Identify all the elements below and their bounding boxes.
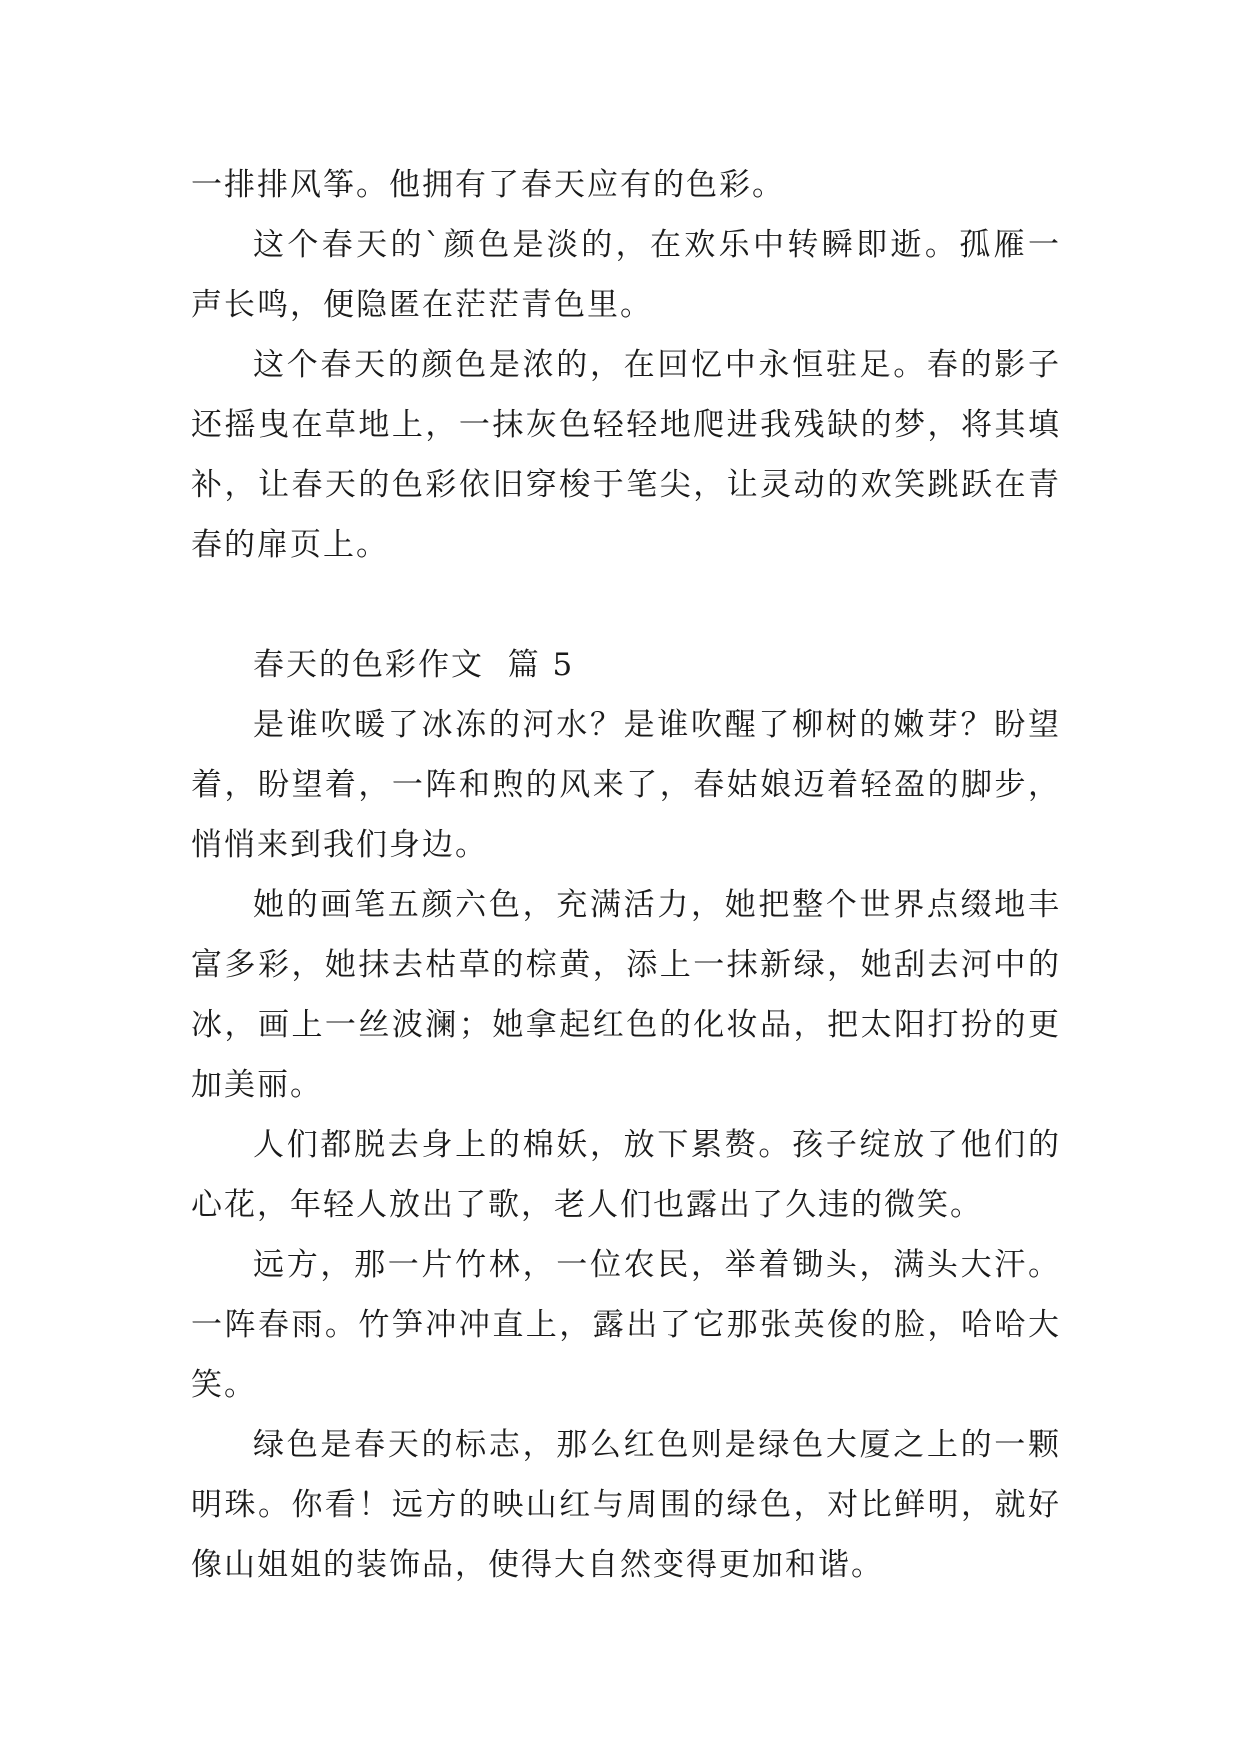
section-heading: 春天的色彩作文 篇 5 — [253, 647, 575, 683]
paragraph: 她的画笔五颜六色，充满活力，她把整个世界点缀地丰富多彩，她抹去枯草的棕黄，添上一抹新绿，她刮去河中的冰，画上一丝波澜；她拿起红色的化妆品，把太阳打扮的更加美丽。 — [191, 887, 1061, 1103]
paragraph: 绿色是春天的标志，那么红色则是绿色大厦之上的一颗明珠。你看！远方的映山红与周围的绿色，对比鲜明，就好像山姐姐的装饰品，使得大自然变得更加和谐。 — [191, 1427, 1061, 1583]
paragraph: 这个春天的颜色是浓的，在回忆中永恒驻足。春的影子还摇曳在草地上，一抹灰色轻轻地爬进我残缺的梦，将其填补，让春天的色彩依旧穿梭于笔尖，让灵动的欢笑跳跃在青春的扉页上。 — [191, 347, 1061, 563]
paragraph: 是谁吹暖了冰冻的河水？是谁吹醒了柳树的嫩芽？盼望着，盼望着，一阵和煦的风来了，春姑娘迈着轻盈的脚步，悄悄来到我们身边。 — [191, 707, 1061, 863]
paragraph: 人们都脱去身上的棉妖，放下累赘。孩子绽放了他们的心花，年轻人放出了歌，老人们也露出了久违的微笑。 — [191, 1127, 1061, 1223]
paragraph: 远方，那一片竹林，一位农民，举着锄头，满头大汗。一阵春雨。竹笋冲冲直上，露出了它那张英俊的脸，哈哈大笑。 — [191, 1247, 1061, 1403]
document-body — [191, 155, 1061, 1595]
paragraph: 一排排风筝。他拥有了春天应有的色彩。 — [191, 167, 785, 203]
paragraph: 这个春天的`颜色是淡的，在欢乐中转瞬即逝。孤雁一声长鸣，便隐匿在茫茫青色里。 — [191, 227, 1061, 323]
